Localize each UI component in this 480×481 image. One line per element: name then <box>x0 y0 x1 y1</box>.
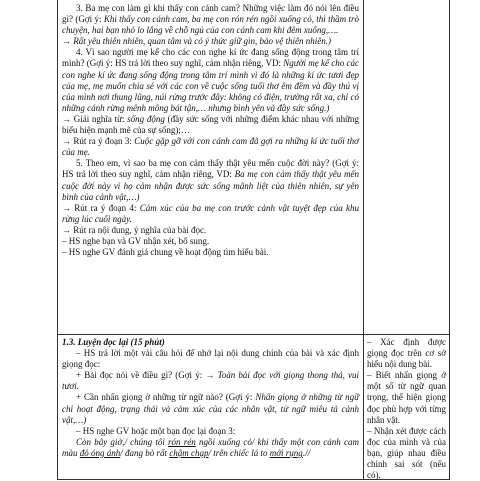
q4-meaning-word: sống động <box>127 113 165 124</box>
lesson-table <box>57 0 450 480</box>
objective-1: – Xác định được giọng đọc trên cơ sở hiểu nội dung bài. <box>367 337 446 370</box>
q4-idea-lead: → Rút ra ý đoạn 3: <box>62 136 132 147</box>
question-4 <box>62 47 359 114</box>
q5-hint: Ba mẹ con cảm thấy thật yêu mến cuộc đời này vì họ cảm nhận được sức sống mãnh liệt của thiên nhiên, sự yên bình của cảnh vật,…) <box>62 169 359 202</box>
q3-text: 3. Ba mẹ con làm gì khi thấy con cánh cam? Những việc làm đó nói lên điều gì? (Gợi ý: <box>62 3 359 25</box>
q4-meaning-lead: → Giải nghĩa từ: <box>62 113 125 124</box>
rq1-hint: Toàn bài đọc với giọng thong thả, vui tươi. <box>62 370 360 392</box>
question-5 <box>62 158 359 202</box>
q5-idea-text: Cảm xúc của ba mẹ con trước cảnh vật tuyệt đẹp của khu rừng lúc cuối ngày. <box>62 202 359 224</box>
reading-question-1 <box>62 370 359 392</box>
rq2-hint: Nhấn giọng ở những từ ngữ chỉ hoạt động, trạng thái và cảm xúc của các nhân vật, từ ngữ miêu tả cảnh vật,…) <box>62 392 359 425</box>
q4-text: 4. Vì sao người mẹ kể cho các con nghe kí ức đang sống động trong tâm trí mình? (Gợi ý: HS trả lời theo suy nghĩ, cảm nhận riêng, VD: <box>62 47 359 69</box>
passage-part-5: .// <box>302 447 311 458</box>
rq1-text: + Bài đọc nói về điều gì? (Gợi ý: <box>76 370 203 381</box>
passage-part-2: ngồi xuống cỏ/ khi thấy một con cánh cam màu <box>62 436 360 458</box>
q4-word-meaning <box>62 114 359 136</box>
q5-idea-lead: → Rút ra ý đoạn 4: <box>62 202 137 213</box>
rq1-arrow: → <box>205 370 215 381</box>
passage-part-1: Còn bây giờ,/ chúng tôi <box>76 436 165 447</box>
peer-feedback: – HS nghe bạn và GV nhận xét, bổ sung. <box>62 235 210 246</box>
rq2-text: + Cần nhấn giọng ở những từ ngữ nào? (Gợi ý: <box>76 392 253 403</box>
q4-hint: Người mẹ kể cho các con nghe kí ức đang sống động trong tâm trí mình vì đó là những kí ức tươi đẹp của mẹ, mẹ muốn chia sẻ với các con về cuộc sống tuổi thơ êm đềm và đầy thú vị của mình nơi thung lũng, núi rừng trước đây: không có điện, trường rất xa, chỉ có những cánh rừng mênh mông bát tận,… nhưng bình yên và đầy sức sống.) <box>62 58 360 113</box>
passage-stress-1: rón rén <box>168 436 196 447</box>
q3-answer-text: → Rất yêu thiên nhiên, quan tâm và có ý thức giữ gìn, bảo vệ thiên nhiên.) <box>62 36 332 47</box>
q5-text: 5. Theo em, vì sao ba mẹ con cảm thấy thật yêu mến cuộc đời này? (Gợi ý: HS trả lời theo suy nghĩ, cảm nhận riêng, VD: <box>62 158 359 180</box>
question-3 <box>62 3 359 36</box>
q4-paragraph-idea <box>62 136 359 158</box>
passage-stress-3: chậm chạp <box>169 447 209 458</box>
q3-hint: Khi thấy con cánh cam, ba mẹ con rón rén ngồi xuống cỏ, thì thầm trò chuyện, hai bạn nhỏ lo lắng về chỗ ngủ của con cánh cam khi đêm xuống,…. <box>62 14 359 36</box>
q5-paragraph-idea <box>62 203 359 225</box>
q3-answer <box>62 36 359 47</box>
passage-part-4: / trên chiếc lá to <box>208 447 268 458</box>
reading-question-2 <box>62 392 359 425</box>
teacher-evaluation: – HS nghe GV đánh giá chung về hoạt động tìm hiểu bài. <box>62 247 269 258</box>
passage-part-3: / đang bò rất <box>120 447 168 458</box>
q4-meaning-text: (đầy sức sống với những điểm khác nhau với những biểu hiện mạnh mẽ của sự sống);… <box>62 113 359 136</box>
activity-cell-reading <box>58 337 363 459</box>
activity-cell-top <box>58 3 363 258</box>
objective-3: – Nhận xét được cách đọc của mình và của bạn, giúp nhau điều chỉnh sai sót (nếu có). <box>367 425 446 481</box>
q4-idea-text: Cuộc gặp gỡ với con cánh cam đã gợi ra những kí ức tuổi thơ của mẹ. <box>62 136 359 158</box>
reading-instruction: – HS nghe GV hoặc một bạn đọc lại đoạn 3: <box>76 425 236 436</box>
row-divider <box>58 334 449 335</box>
passage-stress-4: mới rụng <box>269 447 303 458</box>
section-heading: 1.3. Luyện đọc lại (15 phút) <box>62 337 165 347</box>
objectives-cell <box>364 337 449 481</box>
reading-passage <box>62 437 359 459</box>
objective-2: – Biết nhấn giọng ở một số từ ngữ quan trọng, thể hiện giọng đọc phù hợp với từng nhân vật. <box>367 370 446 425</box>
reading-intro: – HS trả lời một vài câu hỏi để nhớ lại nội dung chính của bài và xác định giọng đọc: <box>62 348 359 370</box>
passage-stress-2: đỏ óng ánh <box>79 447 121 458</box>
content-meaning: → Rút ra nội dung, ý nghĩa của bài đọc. <box>62 224 207 235</box>
